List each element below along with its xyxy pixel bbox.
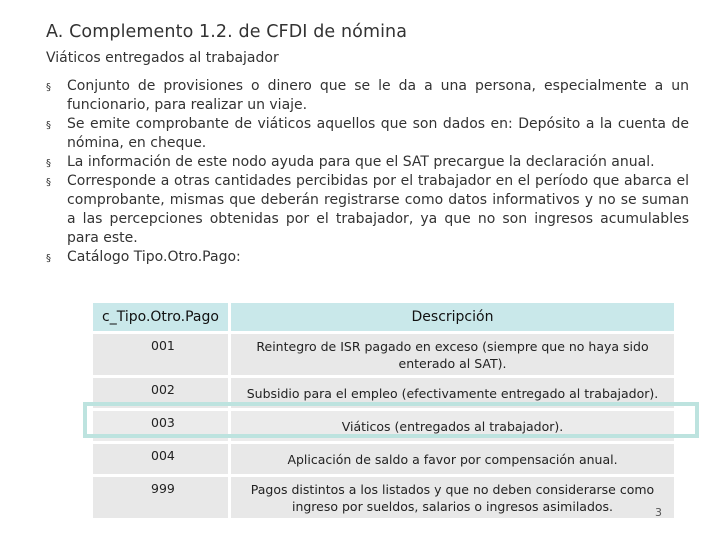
code-cell: 001 <box>93 334 231 375</box>
bullet-marker: § <box>46 158 51 169</box>
table-row-highlighted <box>93 411 674 441</box>
description-cell: Aplicación de saldo a favor por compensación anual. <box>231 444 674 474</box>
code-cell: 004 <box>93 444 231 474</box>
bullet-text: Corresponde a otras cantidades percibidas por el trabajador en el período que abarca el comprobante, mismas que deberán registrarse como datos informativos y no se suman a las percepciones obtenidas por el trabajador, ya que no son ingresos acumulables para este. <box>67 173 689 246</box>
bullet-list <box>46 77 689 267</box>
description-cell: Viáticos (entregados al trabajador). <box>231 411 674 441</box>
bullet-text: Catálogo Tipo.Otro.Pago: <box>67 249 241 265</box>
description-cell: Subsidio para el empleo (efectivamente entregado al trabajador). <box>231 378 674 408</box>
bullet-marker: § <box>46 253 51 264</box>
bullet-item <box>46 77 689 115</box>
column-header-description: Descripción <box>231 303 674 331</box>
bullet-text: La información de este nodo ayuda para que el SAT precargue la declaración anual. <box>67 154 655 170</box>
bullet-item <box>46 153 689 172</box>
bullet-item <box>46 172 689 248</box>
table-row <box>93 378 674 408</box>
bullet-text: Conjunto de provisiones o dinero que se le da a una persona, especialmente a un funcionario, para realizar un viaje. <box>67 78 689 113</box>
table-row <box>93 334 674 375</box>
bullet-item <box>46 115 689 153</box>
page-title: A. Complemento 1.2. de CFDI de nómina <box>46 22 408 42</box>
table-row <box>93 444 674 474</box>
code-cell: 002 <box>93 378 231 408</box>
table-row <box>93 477 674 518</box>
catalog-table <box>93 300 674 521</box>
bullet-marker: § <box>46 177 51 188</box>
column-header-code: c_Tipo.Otro.Pago <box>93 303 231 331</box>
code-cell: 999 <box>93 477 231 518</box>
section-subtitle: Viáticos entregados al trabajador <box>46 50 279 66</box>
table-header-row <box>93 303 674 331</box>
bullet-text: Se emite comprobante de viáticos aquellos que son dados en: Depósito a la cuenta de nómina, en cheque. <box>67 116 689 151</box>
description-cell: Pagos distintos a los listados y que no deben considerarse como ingreso por sueldos, salarios o ingresos asimilados. <box>231 477 674 518</box>
bullet-marker: § <box>46 120 51 131</box>
page-number: 3 <box>655 506 662 519</box>
code-cell: 003 <box>93 411 231 441</box>
description-cell: Reintegro de ISR pagado en exceso (siempre que no haya sido enterado al SAT). <box>231 334 674 375</box>
bullet-item <box>46 248 689 267</box>
bullet-marker: § <box>46 82 51 93</box>
